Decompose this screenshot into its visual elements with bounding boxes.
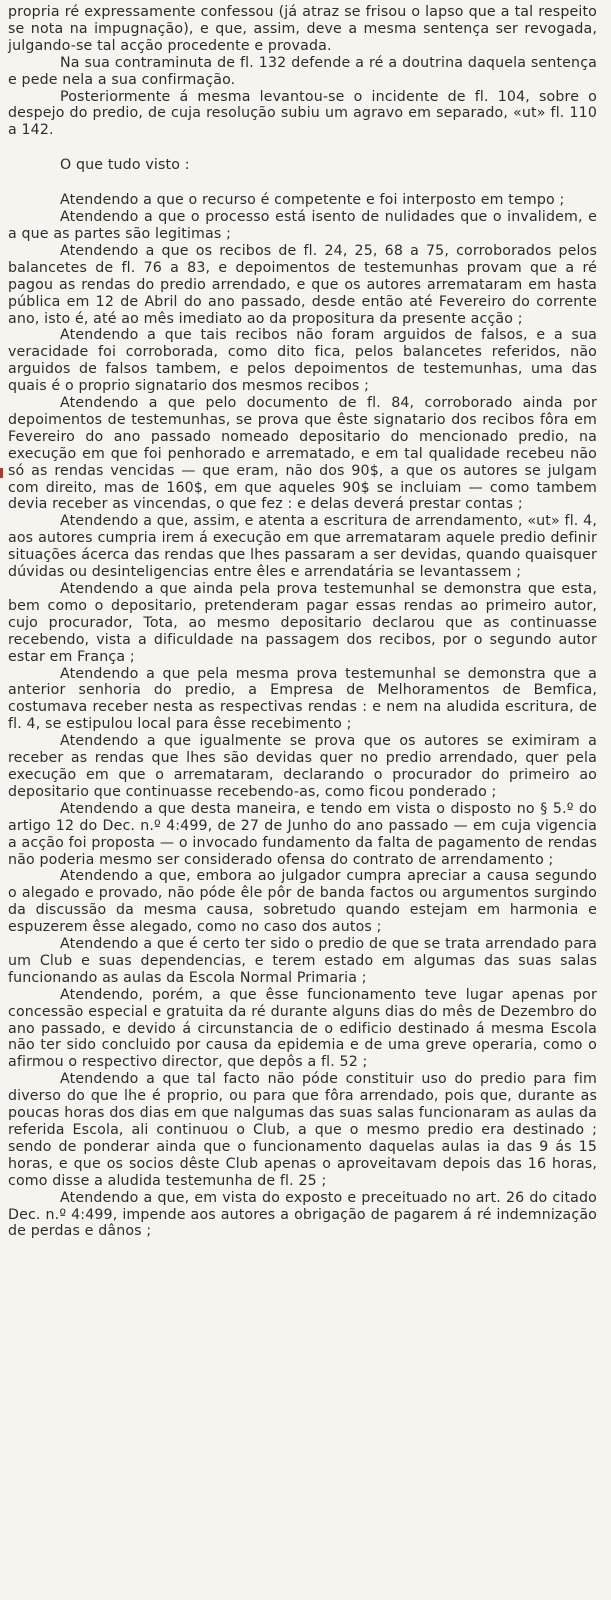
paragraph-julgador: Atendendo a que, embora ao julgador cumpra apreciar a causa segundo o alegado e provado, não póde êle pôr de banda factos ou argumentos surgindo da discussão da mesma causa, sobretudo quando estejam em harmonia e espuzerem êsse alegado, como no caso dos autos ; xyxy=(8,868,597,936)
paragraph-escritura: Atendendo a que, assim, e atenta a escritura de arrendamento, «ut» fl. 4, aos autores cumpria irem á execução em que arremataram aquele predio definir situações ácerca das rendas que lhes passaram a ser devidas, quando quaisquer dúvidas ou desinteligencias entre êles e arrendatária se levantassem ; xyxy=(8,513,597,581)
paragraph-uso-predio: Atendendo a que tal facto não póde constituir uso do predio para fim diverso do que lhe é proprio, ou para que fôra arrendado, pois que, durante as poucas horas dos dias em que nalgumas das suas salas funcionaram as aulas da referida Escola, ali continuou o Club, a que o mesmo predio era destinado ; sendo de ponderar ainda que o funcionamento daquelas aulas ia das 9 ás 15 horas, e que os socios dêste Club apenas o aproveitavam depois das 16 horas, como disse a aludida testemunha de fl. 25 ; xyxy=(8,1071,597,1189)
paragraph-eximiram: Atendendo a que igualmente se prova que os autores se eximiram a receber as rendas que lhes são devidas quer no predio arrendado, quer pela execução em que o arremataram, declarando o procurador do primeiro ao depositario que continuasse recebendo-as, como ficou ponderado ; xyxy=(8,733,597,800)
paragraph-falsos: Atendendo a que tais recibos não foram arguidos de falsos, e a sua veracidade foi corroborada, como dito fica, pelos balancetes referidos, não arguidos de falsos tambem, e pelos depoimentos de testemunhas, uma das quais é o proprio signatario dos mesmos recibos ; xyxy=(8,327,597,395)
paragraph-contraminuta: Na sua contraminuta de fl. 132 defende a ré a doutrina daquela sentença e pede nela a sua confirmação. xyxy=(8,54,597,88)
margin-mark xyxy=(0,468,3,478)
paragraph-incidente: Posteriormente á mesma levantou-se o incidente de fl. 104, sobre o despejo do predio, de cuja resolução subiu um agravo em separado, «ut» fl. 110 a 142. xyxy=(8,88,597,139)
section-heading: O que tudo visto : xyxy=(60,157,190,174)
paragraph-continuation: propria ré expressamente confessou (já atraz se frisou o lapso que a tal respeito se nota na impugnação), e que, assim, deve a mesma sentença ser revogada, julgando-se tal acção procedente e provada. xyxy=(8,4,597,54)
paragraph-decreto: Atendendo a que desta maneira, e tendo em vista o disposto no § 5.º do artigo 12 do Dec. n.º 4:499, de 27 de Junho do ano passado — em cuja vigencia a acção foi proposta — o invocado fundamento da falta de pagamento de rendas não poderia mesmo ser considerado ofensa do contrato de arrendamento ; xyxy=(8,800,597,868)
paragraph-senhoria: Atendendo a que pela mesma prova testemunhal se demonstra que a anterior senhoria do predio, a Empresa de Melhoramentos de Bemfica, costumava receber nesta as respectivas rendas : e nem na aludida escritura, de fl. 4, se estipulou local para êsse recebimento ; xyxy=(8,665,597,733)
paragraph-nulidades: Atendendo a que o processo está isento de nulidades que o invalidem, e a que as partes são legitimas ; xyxy=(8,209,597,242)
paragraph-club: Atendendo a que é certo ter sido o predio de que se trata arrendado para um Club e suas dependencias, e terem estado em algumas das suas salas funcionando as aulas da Escola Normal Primaria ; xyxy=(8,936,597,986)
paragraph-prova-testemunhal: Atendendo a que ainda pela prova testemunhal se demonstra que esta, bem como o depositario, pretenderam pagar essas rendas ao primeiro autor, cujo procurador, Tota, ao mesmo depositario declarou que as continuasse recebendo, vista a dificuldade na passagem dos recibos, por o segundo autor estar em França ; xyxy=(8,581,597,665)
paragraph-recurso: Atendendo a que o recurso é competente e foi interposto em tempo ; xyxy=(60,192,565,209)
paragraph-funcionamento: Atendendo, porém, a que êsse funcionamento teve lugar apenas por concessão especial e gratuita da ré durante alguns dias do mês de Dezembro do ano passado, e devido á circunstancia de o edificio destinado á mesma Escola não ter sido concluido por causa da epidemia e de uma greve operaria, como o afirmou o respectivo director, que depôs a fl. 52 ; xyxy=(8,986,597,1071)
paragraph-depositario: Atendendo a que pelo documento de fl. 84, corroborado ainda por depoimentos de testemunhas, se prova que êste signatario dos recibos fôra em Fevereiro do ano passado nomeado depositario do mencionado predio, na execução em que foi penhorado e arrematado, e em tal qualidade recebeu não só as rendas vencidas — que eram, não dos 90$, a que os autores se julgam com direito, mas de 160$, em que aqueles 90$ se incluiam — como tambem devia receber as vincendas, o que fez : e delas deverá prestar contas ; xyxy=(8,395,597,513)
paragraph-indemnizacao: Atendendo a que, em vista do exposto e preceituado no art. 26 do citado Dec. n.º 4:499, impende aos autores a obrigação de pagarem á ré indemnização de perdas e dânos ; xyxy=(8,1189,597,1240)
paragraph-recibos: Atendendo a que os recibos de fl. 24, 25, 68 a 75, corroborados pelos balancetes de fl. 76 a 83, e depoimentos de testemunhas provam que a ré pagou as rendas do predio arrendado, e que os autores arremataram em hasta pública em 12 de Abril do ano passado, desde então até Fevereiro do corrente ano, isto é, até ao mês imediato ao da propositura da presente acção ; xyxy=(8,242,597,327)
